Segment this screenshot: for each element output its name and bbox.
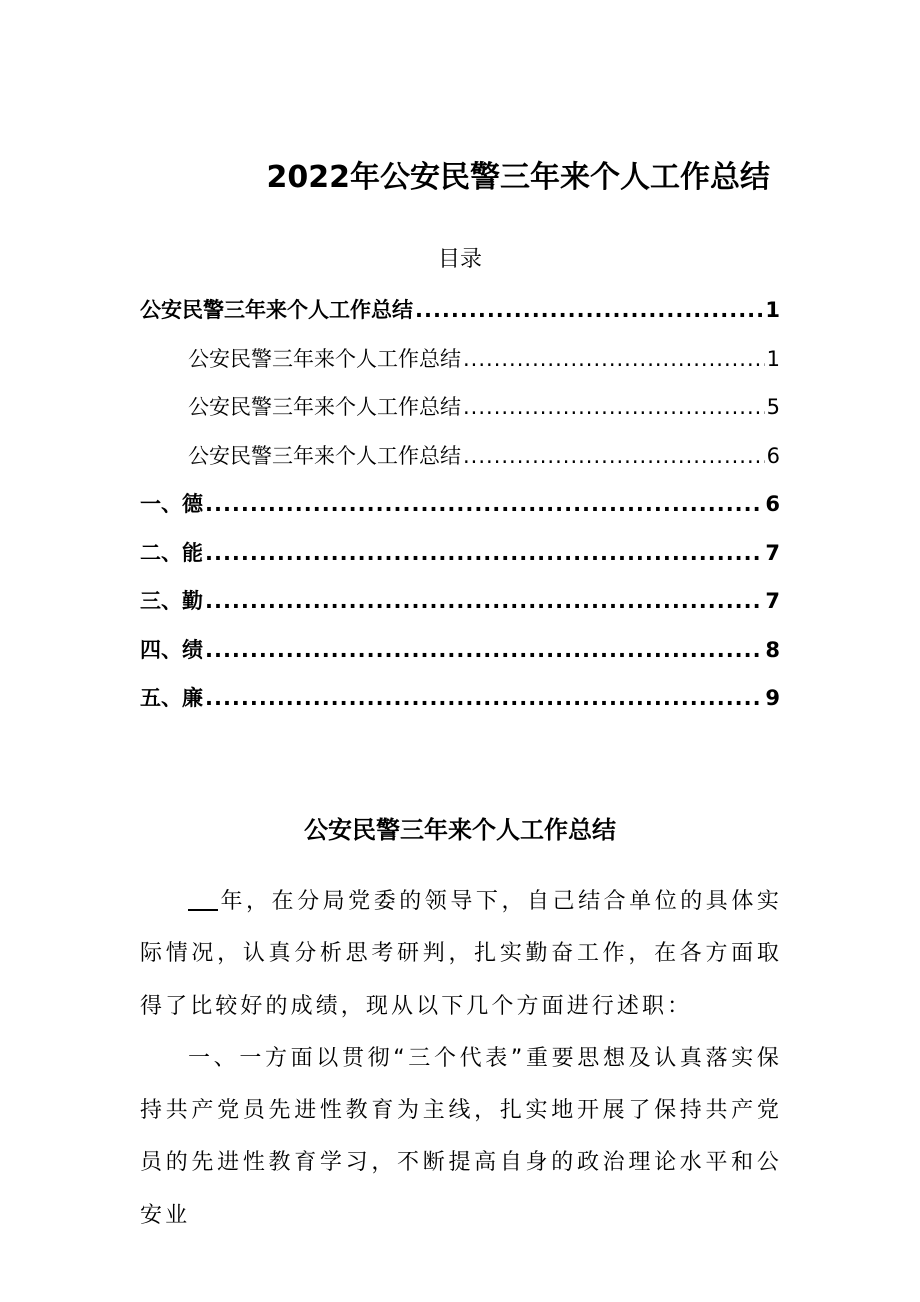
toc-leader <box>205 480 763 529</box>
toc-entry[interactable] <box>140 626 780 675</box>
toc-leader <box>205 626 763 675</box>
toc-entry-label: 三、勤 <box>140 589 203 613</box>
toc-entry-label: 一、德 <box>140 492 203 516</box>
toc-entry[interactable] <box>140 674 780 723</box>
toc-entry-page: 1 <box>765 298 780 322</box>
toc-entry-label: 公安民警三年来个人工作总结 <box>188 443 461 468</box>
toc-leader <box>205 529 763 578</box>
section-title: 公安民警三年来个人工作总结 <box>304 816 616 844</box>
toc-leader <box>205 577 763 626</box>
toc-leader <box>463 335 765 384</box>
fill-in-blank <box>188 889 218 911</box>
toc-entry-page: 7 <box>765 589 780 613</box>
toc-heading: 目录 <box>437 247 482 272</box>
toc-entry-page: 7 <box>765 540 780 565</box>
toc-entry[interactable] <box>140 432 780 481</box>
toc-entry-page: 5 <box>766 395 780 419</box>
document-title: 2022年公安民警三年来个人工作总结 <box>266 160 770 195</box>
toc-entry[interactable] <box>140 286 780 335</box>
toc-entry-page: 6 <box>766 443 780 468</box>
paragraph-text: 年，在分局党委的领导下，自己结合单位的具体实际情况，认真分析思考研判，扎实勤奋工作，在各方面取得了比较好的成绩，现从以下几个方面进行述职： <box>140 889 782 1019</box>
toc-entry-page: 1 <box>766 346 780 371</box>
toc-entry-label: 四、绩 <box>140 637 203 662</box>
toc-leader <box>415 286 763 335</box>
toc-leader <box>205 674 763 723</box>
toc-entry-label: 五、廉 <box>140 686 203 710</box>
toc-leader <box>463 432 765 481</box>
toc-entry-page: 8 <box>765 637 780 662</box>
toc-entry-label: 公安民警三年来个人工作总结 <box>140 298 413 322</box>
toc-leader <box>463 383 765 432</box>
toc-entry-label: 二、能 <box>140 540 203 565</box>
toc-entry[interactable] <box>140 335 780 384</box>
toc-entry-page: 9 <box>765 686 780 710</box>
toc-entry-page: 6 <box>765 492 780 516</box>
toc-entry[interactable] <box>140 383 780 432</box>
paragraph: 一、一方面以贯彻“三个代表”重要思想及认真落实保持共产党员先进性教育为主线，扎实地开展了保持共产党员的先进性教育学习，不断提高自身的政治理论水平和公安业 <box>140 1045 782 1228</box>
toc-entry[interactable] <box>140 480 780 529</box>
table-of-contents <box>140 286 780 723</box>
body-text <box>140 876 782 1242</box>
toc-entry-label: 公安民警三年来个人工作总结 <box>188 346 461 371</box>
toc-entry[interactable] <box>140 529 780 578</box>
paragraph <box>140 876 782 1033</box>
toc-entry-label: 公安民警三年来个人工作总结 <box>188 395 461 419</box>
toc-entry[interactable] <box>140 577 780 626</box>
